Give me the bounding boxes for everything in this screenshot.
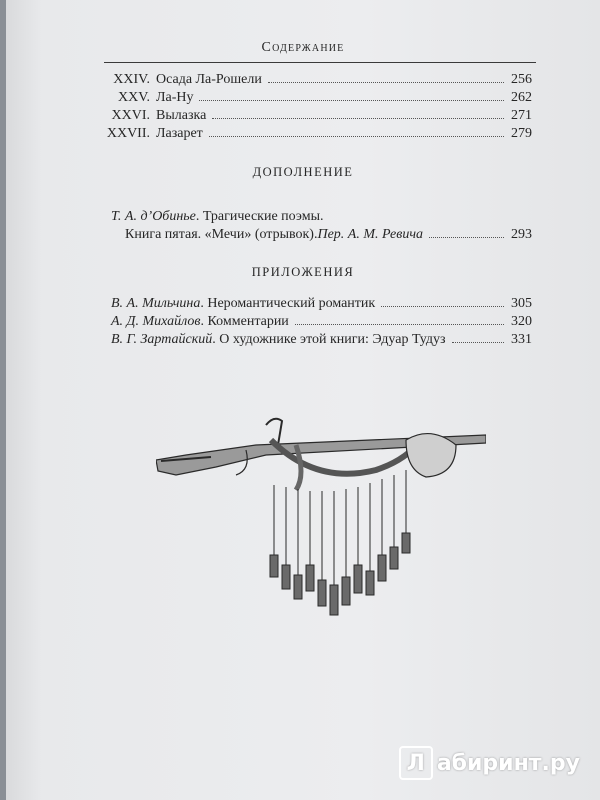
appendix-entry	[111, 313, 532, 331]
entry-title-cont: Книга пятая. «Мечи» (отрывок).	[125, 227, 318, 242]
page-number: 256	[511, 72, 532, 87]
dot-leader	[452, 341, 504, 343]
dot-leader	[199, 99, 504, 101]
labirint-watermark-logo	[399, 746, 580, 780]
header-rule	[104, 62, 536, 63]
appendix-entry	[111, 295, 532, 313]
entry-author: В. Г. Зартайский	[111, 332, 213, 347]
toc-row	[104, 107, 532, 125]
chapter-title: Вылазка	[156, 108, 207, 123]
chapter-number: XXIV.	[113, 72, 150, 87]
page-header: Содержание	[261, 40, 345, 55]
entry-title: . Комментарии	[200, 314, 289, 329]
logo-text: абиринт.ру	[436, 750, 580, 776]
page-number: 271	[511, 108, 532, 123]
page-number: 262	[511, 90, 532, 105]
dot-leader	[209, 135, 504, 137]
page-number: 320	[511, 314, 532, 329]
chapter-title: Лазарет	[156, 126, 203, 141]
chapter-number: XXVII.	[106, 126, 150, 141]
page-number: 279	[511, 126, 532, 141]
entry-title: . О художнике этой книги: Эдуар Тудуз	[212, 332, 446, 347]
toc-row	[104, 89, 532, 107]
page-number: 305	[511, 296, 532, 311]
logo-symbol: Л	[399, 746, 433, 780]
section-heading-supplement: ДОПОЛНЕНИЕ	[252, 165, 354, 179]
chapter-number: XXV.	[117, 90, 150, 105]
supplement-entry-line1	[111, 208, 532, 226]
entry-author: Т. А. д’Обинье	[111, 209, 196, 224]
musket-bandolier-illustration	[156, 415, 486, 635]
supplement-entry-line2	[125, 226, 532, 244]
dot-leader	[381, 305, 504, 307]
entry-title: . Трагические поэмы.	[195, 209, 324, 224]
page-number: 331	[511, 332, 532, 347]
entry-author: А. Д. Михайлов	[111, 314, 201, 329]
entry-title: . Неромантический романтик	[200, 296, 376, 311]
chapter-number: XXVI.	[111, 108, 150, 123]
toc-row	[104, 71, 532, 89]
dot-leader	[429, 236, 504, 238]
entry-author: В. А. Мильчина	[111, 296, 201, 311]
dot-leader	[268, 81, 504, 83]
section-heading-appendices: ПРИЛОЖЕНИЯ	[251, 265, 355, 279]
chapter-title: Ла-Ну	[156, 90, 194, 105]
book-page	[6, 0, 600, 800]
page-number: 293	[511, 227, 532, 242]
toc-row	[104, 125, 532, 143]
entry-translator: Пер. А. М. Ревича	[317, 227, 424, 242]
chapter-title: Осада Ла-Рошели	[156, 72, 262, 87]
dot-leader	[295, 323, 504, 325]
dot-leader	[212, 117, 504, 119]
appendix-entry	[111, 331, 532, 349]
